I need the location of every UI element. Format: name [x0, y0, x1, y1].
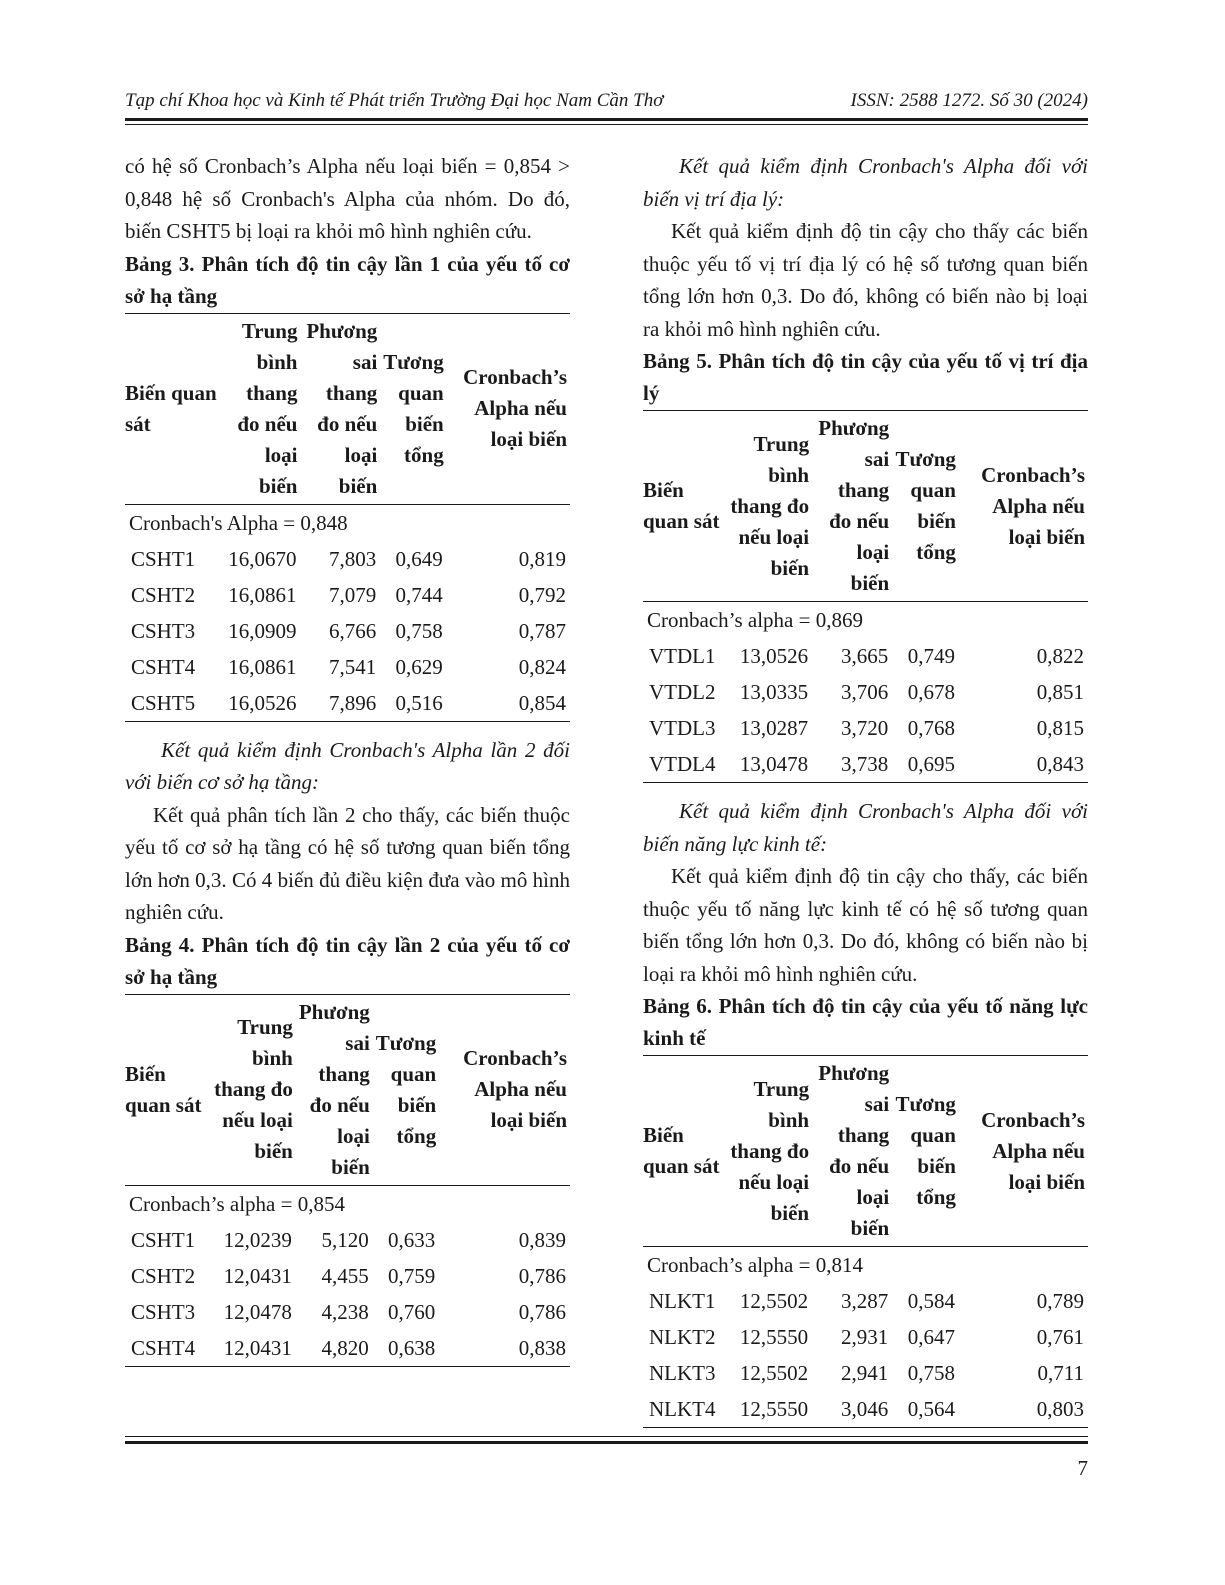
table-cell: 3,287 [840, 1289, 889, 1313]
table-cell: 0,787 [518, 618, 566, 643]
table3-header-2: Phương sai thang đo nếu loại biến [300, 313, 380, 504]
table-cell: CSHT1 [131, 1227, 196, 1252]
table-row [643, 1355, 1088, 1391]
table-cell: 7,079 [329, 582, 377, 607]
table-cell: 12,0239 [223, 1227, 292, 1252]
table-cell: 7,896 [300, 685, 380, 722]
table-cell: NLKT4 [643, 1391, 723, 1428]
table5-header-3: Tương quan biến tổng [892, 411, 959, 602]
table5-header-1: Trung bình thang đo nếu loại biến [723, 411, 812, 602]
page-number: 7 [1077, 1456, 1088, 1480]
table-cell: 13,0526 [739, 644, 809, 668]
table-cell: 12,5502 [739, 1361, 809, 1385]
table6-header-1: Trung bình thang đo nếu loại biến [723, 1056, 812, 1247]
left-column [125, 150, 570, 1379]
table3-header-4: Cronbach’s Alpha nếu loại biến [447, 313, 570, 504]
table4 [125, 994, 570, 1367]
table-row [643, 1391, 1088, 1428]
table-row [125, 1330, 570, 1367]
table-cell: 0,649 [395, 546, 443, 571]
table4-header-0: Biến quan sát [125, 994, 208, 1185]
table4-header-4: Cronbach’s Alpha nếu loại biến [439, 994, 570, 1185]
table4-alpha-row: Cronbach’s alpha = 0,854 [129, 1191, 345, 1216]
table-cell: 16,0670 [228, 546, 297, 571]
table-cell: 0,647 [907, 1325, 955, 1349]
table-cell: 7,803 [329, 546, 377, 571]
section-paragraph-vtdl: Kết quả kiểm định độ tin cậy cho thấy các biến thuộc yếu tố vị trí địa lý có hệ số tương quan biến tổng lớn hơn 0,3. Do đó, không có biến nào bị loại ra khỏi mô hình nghiên cứu. [643, 219, 1088, 341]
table-cell: 0,744 [395, 582, 443, 607]
table-cell: CSHT3 [131, 618, 196, 643]
table5 [643, 410, 1088, 783]
table-cell: 0,768 [907, 716, 955, 740]
table4-header-1: Trung bình thang đo nếu loại biến [208, 994, 296, 1185]
table-row [643, 710, 1088, 746]
table-cell: CSHT3 [131, 1299, 196, 1324]
table-cell: 13,0335 [739, 680, 809, 704]
table3-alpha-row: Cronbach's Alpha = 0,848 [129, 510, 348, 535]
table-cell: 16,0861 [228, 582, 297, 607]
table-cell: CSHT4 [131, 654, 196, 679]
table-cell: 0,843 [959, 746, 1088, 783]
journal-title: Tạp chí Khoa học và Kinh tế Phát triển Trường Đại học Nam Cần Thơ [125, 90, 664, 111]
table3-header-0: Biến quan sát [125, 313, 221, 504]
table-cell: 0,711 [1037, 1361, 1084, 1385]
table-cell: 0,749 [907, 644, 955, 668]
table-cell: 0,760 [387, 1299, 436, 1324]
table-cell: VTDL1 [649, 644, 716, 668]
table-cell: 0,851 [1036, 680, 1084, 704]
table-cell: 13,0478 [723, 746, 812, 783]
table6-alpha-row: Cronbach’s alpha = 0,814 [647, 1253, 863, 1277]
table-cell: 0,822 [1036, 644, 1084, 668]
table-row [125, 577, 570, 613]
table-cell: 0,584 [907, 1289, 955, 1313]
table-cell: CSHT2 [131, 582, 196, 607]
section-paragraph-nlkt: Kết quả kiểm định độ tin cậy cho thấy, các biến thuộc yếu tố năng lực kinh tế có hệ số tương quan biến tổng lớn hơn 0,3. Do đó, không có biến nào bị loại ra khỏi mô hình nghiên cứu. [643, 864, 1088, 986]
table-row [125, 541, 570, 577]
table-cell: 3,738 [812, 746, 892, 783]
table-cell: 7,541 [329, 654, 377, 679]
table3 [125, 313, 570, 722]
table-cell: VTDL3 [649, 716, 716, 740]
table-cell: 3,665 [840, 644, 889, 668]
table-cell: 3,720 [840, 716, 889, 740]
table-cell: 3,046 [812, 1391, 892, 1428]
table-cell: CSHT1 [131, 546, 196, 571]
table-cell: 4,238 [321, 1299, 369, 1324]
table-cell: VTDL2 [649, 680, 716, 704]
table-cell: 0,638 [373, 1330, 439, 1367]
table-cell: 0,786 [518, 1263, 566, 1288]
section-title-vtdl: Kết quả kiểm định Cronbach's Alpha đối với biến vị trí địa lý: [643, 154, 1088, 211]
table-row [125, 685, 570, 722]
table-cell: 0,678 [907, 680, 955, 704]
section-title-nlkt: Kết quả kiểm định Cronbach's Alpha đối với biến năng lực kinh tế: [643, 799, 1088, 856]
footer-rule-thin [125, 1436, 1088, 1437]
table-cell: 0,838 [439, 1330, 570, 1367]
issn-label: ISSN: 2588 1272. Số 30 (2024) [850, 90, 1088, 111]
table-cell: CSHT4 [125, 1330, 208, 1367]
table6-caption: Bảng 6. Phân tích độ tin cậy của yếu tố năng lực kinh tế [643, 994, 1088, 1050]
table4-header-3: Tương quan biến tổng [373, 994, 439, 1185]
table-cell: 0,839 [518, 1227, 566, 1252]
table-row [125, 1294, 570, 1330]
table-cell: 0,516 [380, 685, 446, 722]
table6-header-4: Cronbach’s Alpha nếu loại biến [959, 1056, 1088, 1247]
table3-caption: Bảng 3. Phân tích độ tin cậy lần 1 của yếu tố cơ sở hạ tầng [125, 251, 570, 308]
table-cell: 0,633 [387, 1227, 436, 1252]
table-row [643, 638, 1088, 674]
table-cell: 5,120 [321, 1227, 369, 1252]
table-cell: 0,792 [518, 582, 566, 607]
table-row [125, 1258, 570, 1294]
table-cell: 0,789 [1036, 1289, 1084, 1313]
table5-header-0: Biến quan sát [643, 411, 723, 602]
table-cell: 2,931 [840, 1325, 889, 1349]
table-row [643, 1283, 1088, 1319]
table-cell: 0,815 [1036, 716, 1084, 740]
table-cell: 12,0431 [223, 1263, 292, 1288]
table-cell: 12,5550 [723, 1391, 812, 1428]
table4-header-2: Phương sai thang đo nếu loại biến [296, 994, 373, 1185]
table3-header-1: Trung bình thang đo nếu loại biến [221, 313, 301, 504]
table-cell: 0,761 [1036, 1325, 1084, 1349]
table-cell: 16,0909 [228, 618, 297, 643]
section-paragraph-cshtl2: Kết quả phân tích lần 2 cho thấy, các biến thuộc yếu tố cơ sở hạ tầng có hệ số tương quan biến tổng lớn hơn 0,3. Có 4 biến đủ điều kiện đưa vào mô hình nghiên cứu. [125, 802, 570, 924]
table-cell: 0,854 [447, 685, 570, 722]
table-cell: 3,706 [840, 680, 889, 704]
table-cell: NLKT2 [649, 1325, 716, 1349]
table5-header-4: Cronbach’s Alpha nếu loại biến [959, 411, 1088, 602]
table5-alpha-row: Cronbach’s alpha = 0,869 [647, 608, 863, 632]
header-rule-thin [125, 124, 1088, 125]
table-cell: 12,0478 [223, 1299, 292, 1324]
table-cell: CSHT5 [125, 685, 221, 722]
table6 [643, 1055, 1088, 1428]
table-cell: 0,564 [892, 1391, 959, 1428]
table-cell: 12,5550 [739, 1325, 809, 1349]
table-row [125, 613, 570, 649]
table-cell: 16,0861 [228, 654, 297, 679]
table-cell: 13,0287 [739, 716, 809, 740]
table-cell: NLKT1 [649, 1289, 716, 1313]
section-title-cshtl2: Kết quả kiểm định Cronbach's Alpha lần 2 đối với biến cơ sở hạ tầng: [125, 737, 570, 794]
table-cell: 0,786 [518, 1299, 566, 1324]
table-cell: 12,5502 [739, 1289, 809, 1313]
table-cell: 0,758 [907, 1361, 955, 1385]
table-cell: 0,629 [395, 654, 443, 679]
table-cell: NLKT3 [649, 1361, 716, 1385]
table6-header-3: Tương quan biến tổng [892, 1056, 959, 1247]
table-cell: 0,758 [395, 618, 443, 643]
table3-header-3: Tương quan biến tổng [380, 313, 446, 504]
table-row [643, 674, 1088, 710]
table-cell: 4,455 [321, 1263, 369, 1288]
header-rule-thick [125, 118, 1088, 121]
table-cell: 0,803 [959, 1391, 1088, 1428]
right-column [643, 150, 1088, 1440]
table-cell: CSHT2 [131, 1263, 196, 1288]
table-cell: 0,759 [387, 1263, 436, 1288]
table-cell: 0,819 [518, 546, 566, 571]
table-cell: VTDL4 [643, 746, 723, 783]
table-row [643, 1319, 1088, 1355]
running-header [125, 90, 1088, 112]
table-cell: 0,695 [892, 746, 959, 783]
table-cell: 4,820 [296, 1330, 373, 1367]
table5-header-2: Phương sai thang đo nếu loại biến [812, 411, 892, 602]
table-row [125, 649, 570, 685]
table-cell: 2,941 [840, 1361, 889, 1385]
table4-caption: Bảng 4. Phân tích độ tin cậy lần 2 của yếu tố cơ sở hạ tầng [125, 932, 570, 989]
table5-caption: Bảng 5. Phân tích độ tin cậy của yếu tố vị trí địa lý [643, 349, 1088, 405]
table-cell: 0,824 [518, 654, 566, 679]
table-row [125, 1222, 570, 1258]
footer-rule-thick [125, 1441, 1088, 1444]
table-cell: 12,0431 [208, 1330, 296, 1367]
table-row [643, 746, 1088, 783]
table6-header-0: Biến quan sát [643, 1056, 723, 1247]
table-cell: 6,766 [329, 618, 377, 643]
table6-header-2: Phương sai thang đo nếu loại biến [812, 1056, 892, 1247]
intro-paragraph: có hệ số Cronbach’s Alpha nếu loại biến = 0,854 > 0,848 hệ số Cronbach's Alpha của nhóm. Do đó, biến CSHT5 bị loại ra khỏi mô hình nghiên cứu. [125, 154, 570, 243]
table-cell: 16,0526 [221, 685, 301, 722]
